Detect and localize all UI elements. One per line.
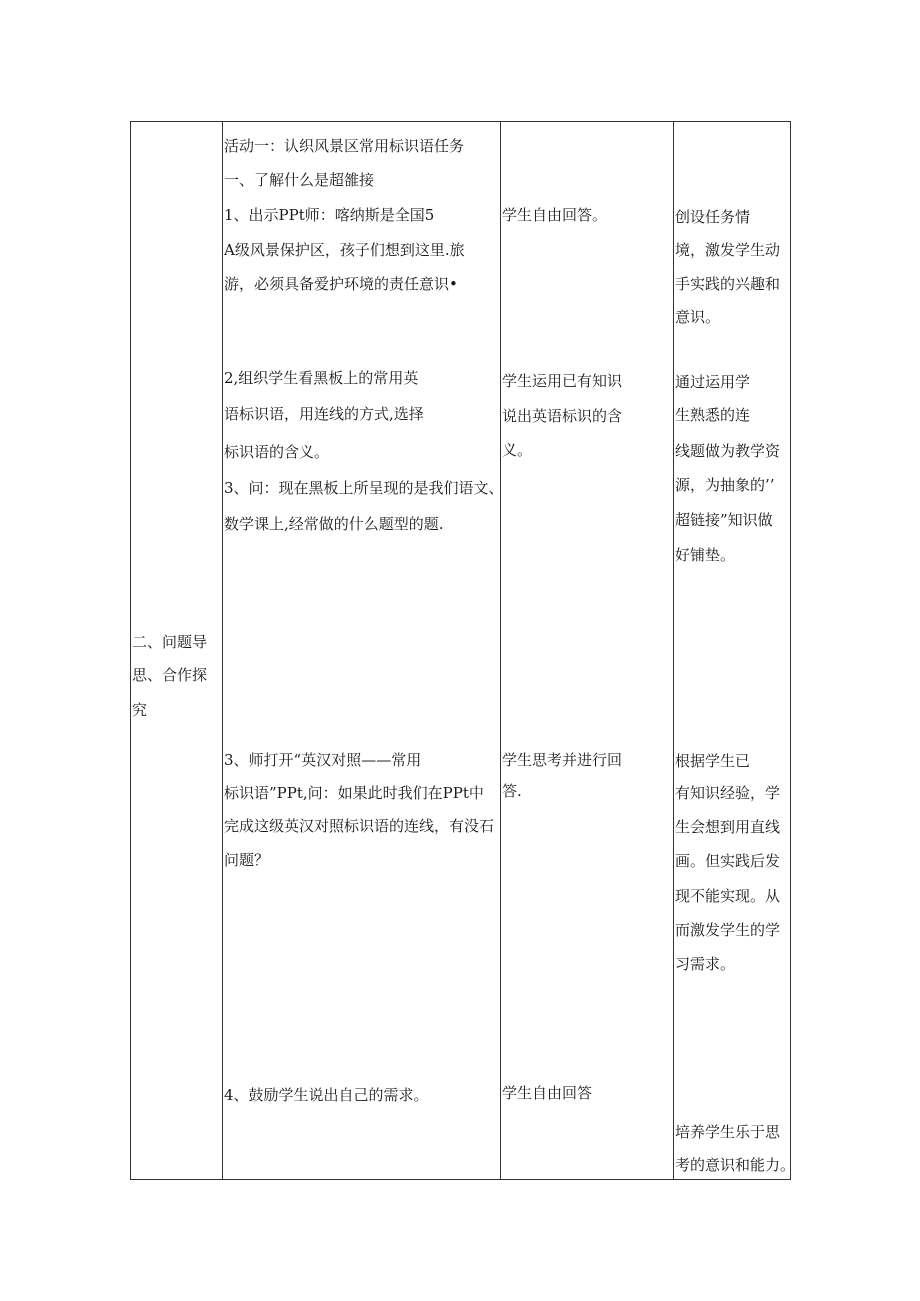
activity-line: 完成这级英汉对照标识语的连线，有没石 — [224, 817, 495, 835]
intent-line: 好铺垫。 — [675, 546, 736, 564]
intent-line: 生会想到用直线 — [675, 818, 781, 836]
table-divider-1 — [222, 121, 223, 1180]
section-title-line-1: 二、问题导 — [132, 633, 208, 651]
activity-line: 3、问：现在黑板上所呈现的是我们语文、 — [224, 479, 504, 497]
intent-line: 考的意识和能力。 — [675, 1156, 796, 1174]
activity-line: 问题？ — [224, 851, 270, 869]
table-divider-2 — [500, 121, 501, 1180]
table-divider-3 — [673, 121, 674, 1180]
intent-line: 通过运用学 — [675, 373, 751, 391]
intent-line: 线题做为教学资 — [675, 442, 781, 460]
table-border-bottom — [130, 1179, 791, 1180]
intent-line: 习需求。 — [675, 955, 736, 973]
intent-line: 根据学生已 — [675, 752, 751, 770]
intent-line: 源，为抽象的’’ — [675, 476, 775, 494]
intent-line: 超链接”知识做 — [675, 511, 773, 529]
activity-line: 游，必须具备爱护环境的责任意识• — [224, 275, 458, 293]
intent-line: 生熟悉的连 — [675, 406, 751, 424]
activity-line: 3、师打开“英汉对照——常用 — [224, 751, 422, 769]
activity-line: 标识语”PPt,问：如果此时我们在PPt中 — [224, 784, 484, 802]
student-line: 说出英语标识的含 — [502, 407, 623, 425]
activity-line: 标识语的含义。 — [224, 443, 330, 461]
intent-line: 创设任务情 — [675, 208, 751, 226]
student-line: 学生运用已有知识 — [502, 372, 623, 390]
student-line: 学生自由回答 — [502, 1084, 593, 1102]
section-title-line-3: 究 — [132, 701, 148, 719]
activity-line: A级风景保护区，孩子们想到这里.旅 — [224, 241, 465, 259]
table-border-right — [790, 121, 791, 1180]
intent-line: 有知识经验，学 — [675, 784, 781, 802]
student-line: 答. — [502, 782, 522, 800]
table-border-top — [130, 121, 791, 122]
activity-line: 2,组织学生看黑板上的常用英 — [224, 369, 419, 387]
intent-line: 现不能实现。从 — [675, 887, 781, 905]
table-border-left — [130, 121, 131, 1180]
intent-line: 手实践的兴趣和 — [675, 275, 781, 293]
intent-line: 而激发学生的学 — [675, 921, 781, 939]
activity-line: 4、鼓励学生说出自己的需求。 — [224, 1086, 429, 1104]
activity-line: 数学课上,经常做的什么题型的题. — [224, 515, 444, 533]
student-line: 学生自由回答。 — [502, 206, 608, 224]
activity-line: 一、了解什么是超雒接 — [224, 171, 375, 189]
intent-line: 培养学生乐于思 — [675, 1123, 781, 1141]
section-title-line-2: 思、合作探 — [132, 666, 208, 684]
student-line: 义。 — [502, 441, 533, 459]
activity-line: 活动一：认织风景区常用标识语任务 — [224, 137, 465, 155]
intent-line: 意识。 — [675, 308, 721, 326]
intent-line: 境，激发学生动 — [675, 241, 781, 259]
intent-line: 画。但实践后发 — [675, 852, 781, 870]
student-line: 学生思考并进行回 — [502, 751, 623, 769]
activity-line: 语标识语，用连线的方式,选择 — [224, 405, 424, 423]
activity-line: 1、出示PPt师：喀纳斯是全国5 — [224, 206, 435, 224]
